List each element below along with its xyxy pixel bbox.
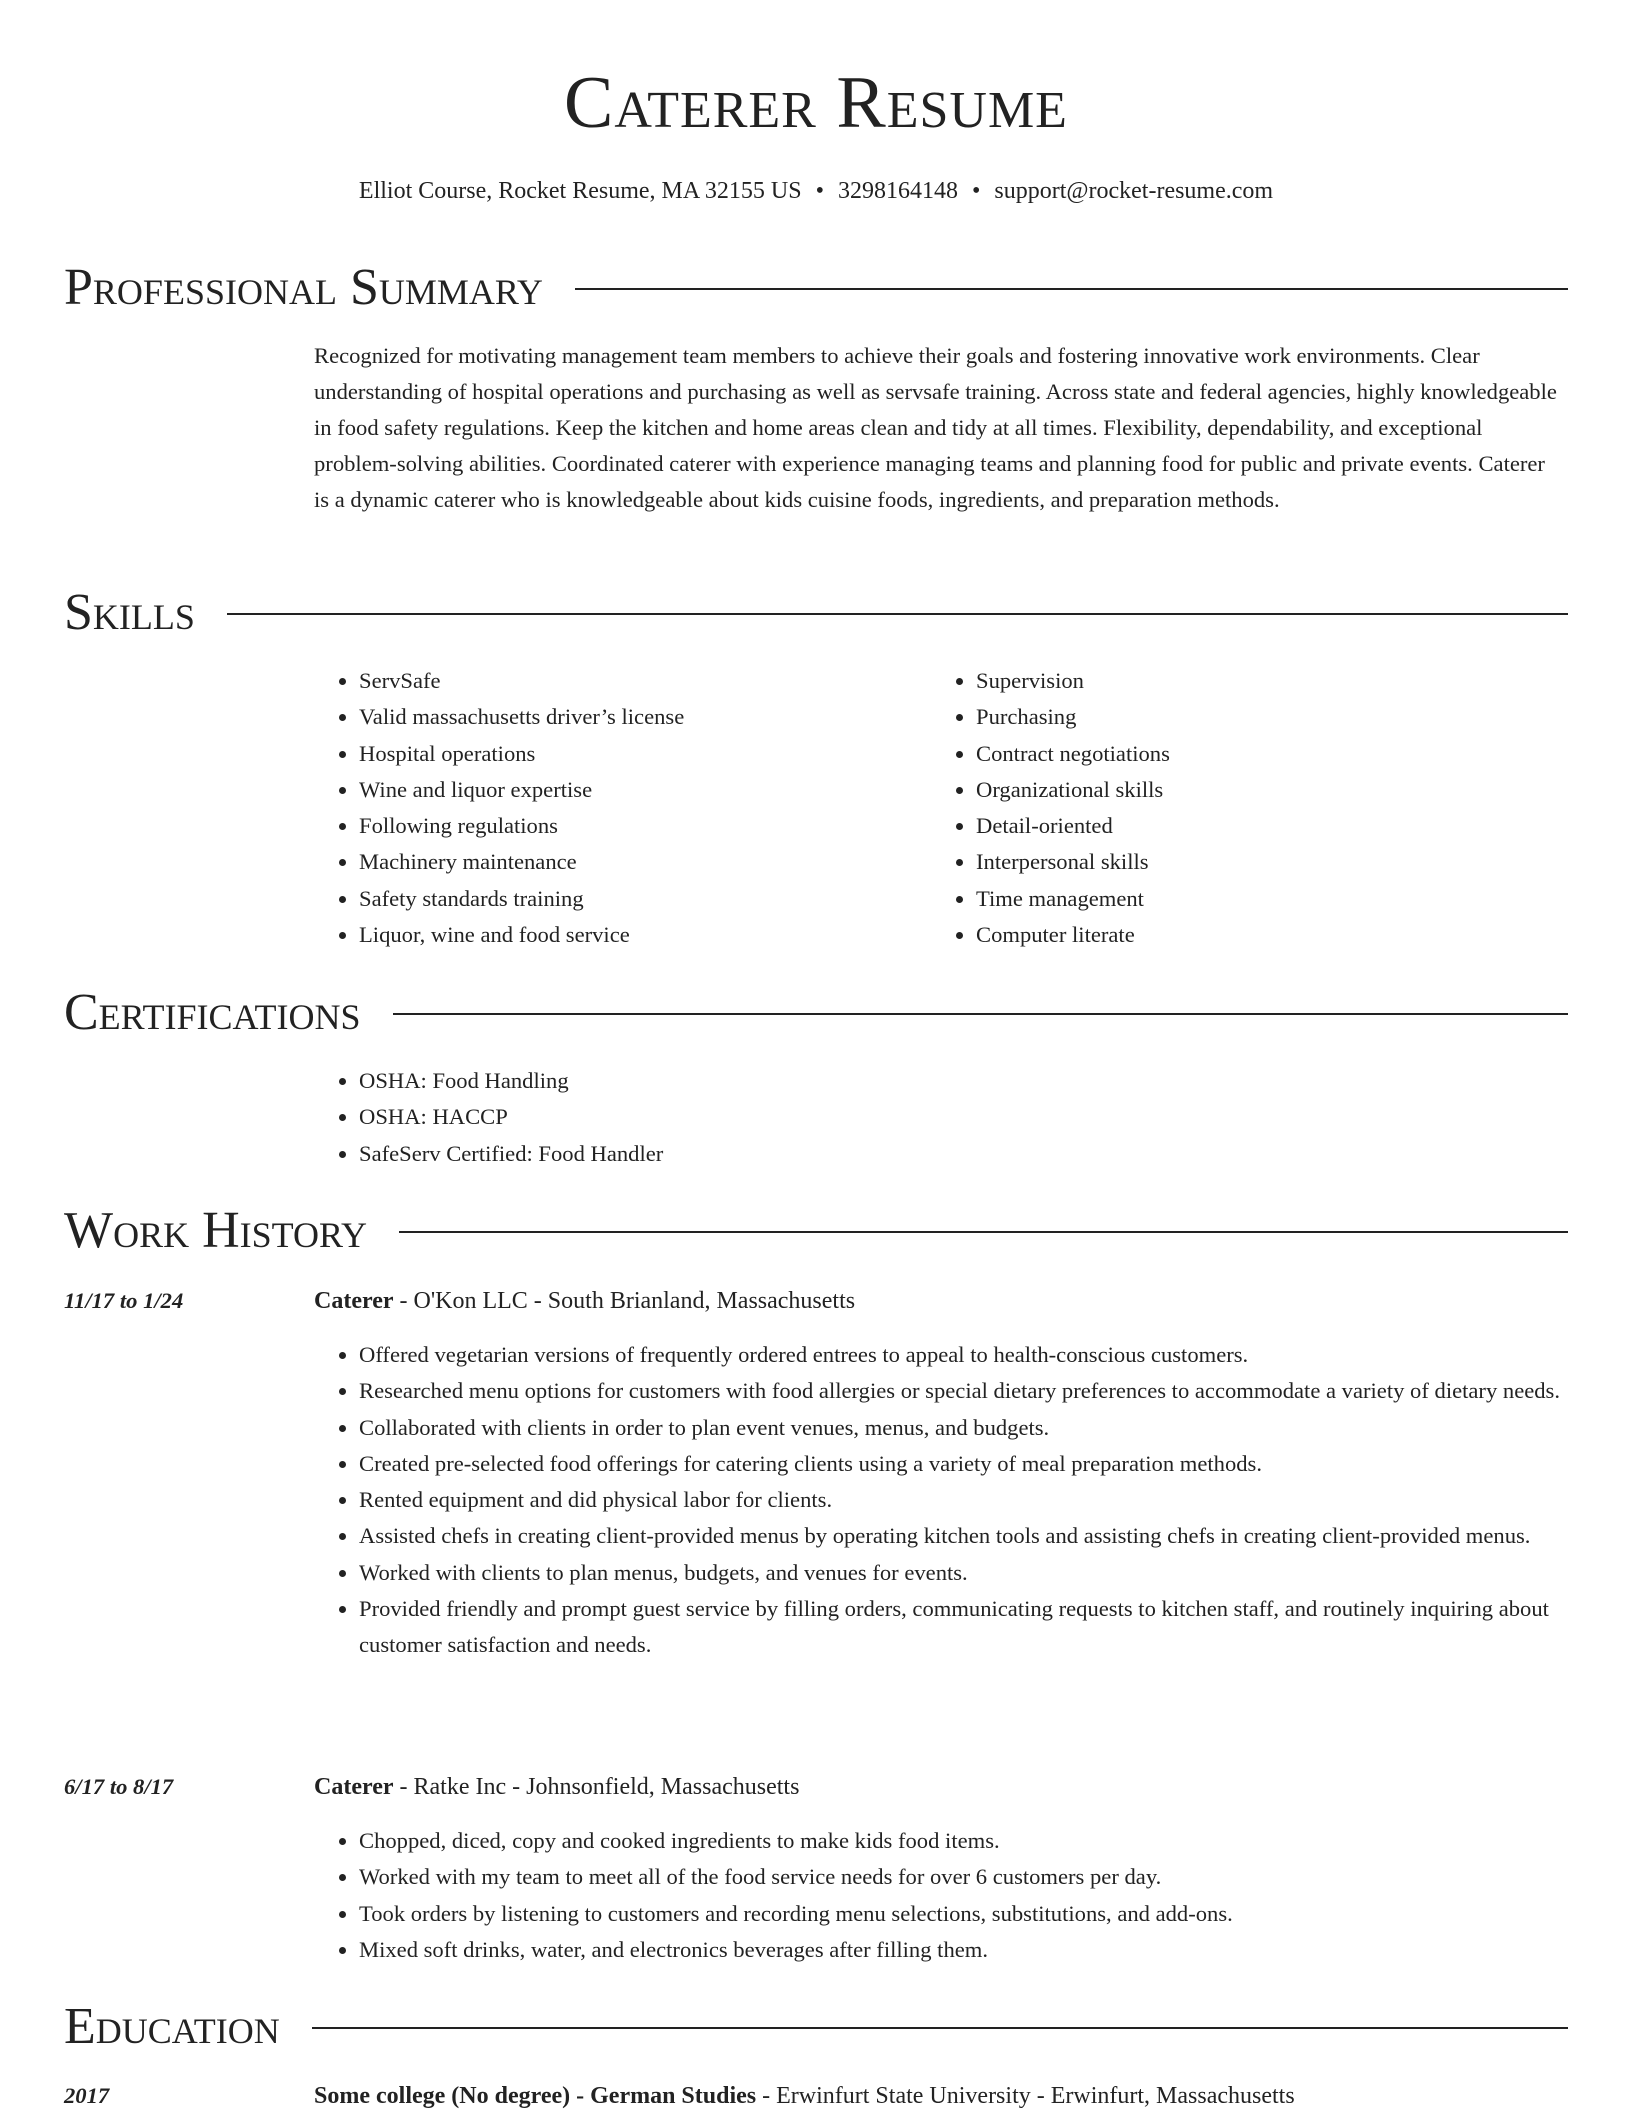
list-item: • Chopped, diced, copy and cooked ingredients to make kids food items. [359,1823,1609,1859]
list-item: • Organizational skills [976,772,1536,808]
certifications-list [314,1063,1559,1172]
section-divider [312,2027,1568,2029]
list-item: • Provided friendly and prompt guest service by filling orders, communicating requests to kitchen staff, and routinely inquiring about customer satisfaction and needs. [359,1591,1609,1664]
list-item: • Computer literate [976,917,1536,953]
list-item: • Offered vegetarian versions of frequently ordered entrees to appeal to health-conscious customers. [359,1337,1609,1373]
section-heading: Certifications [64,984,361,1041]
skills-list-left [314,663,919,953]
list-item: • Assisted chefs in creating client-provided menus by operating kitchen tools and assisting chefs in creating client-provided menus. [359,1518,1609,1554]
contact-phone: 3298164148 [837,178,958,204]
list-item: • Researched menu options for customers with food allergies or special dietary preferences to accommodate a variety of dietary needs. [359,1373,1609,1409]
job-bullets [314,1823,1609,1968]
list-item: • Purchasing [976,699,1536,735]
contact-email: support@rocket-resume.com [994,178,1274,204]
section-heading: Work History [64,1202,368,1259]
list-item: • Rented equipment and did physical labor for clients. [359,1482,1609,1518]
section-heading: Professional Summary [64,259,543,316]
job-dates: 6/17 to 8/17 [64,1774,174,1799]
list-item: • Created pre-selected food offerings for catering clients using a variety of meal preparation methods. [359,1446,1609,1482]
education-line [314,2078,1295,2114]
list-item: • Hospital operations [359,736,919,772]
list-item: • Collaborated with clients in order to plan event venues, menus, and budgets. [359,1410,1609,1446]
list-item: • Took orders by listening to customers and recording menu selections, substitutions, and add-ons. [359,1896,1609,1932]
contact-separator: • [815,178,824,204]
contact-separator: • [971,178,981,204]
job-title-line [314,1769,799,1805]
education-school: - Erwinfurt State University - Erwinfurt, Massachusetts [756,2083,1295,2109]
list-item: • SafeServ Certified: Food Handler [359,1136,1559,1172]
section-header-work-history [64,1199,1568,1263]
list-item: • OSHA: HACCP [359,1099,1559,1135]
list-item: • Wine and liquor expertise [359,772,919,808]
list-item: • Mixed soft drinks, water, and electronics beverages after filling them. [359,1932,1609,1968]
list-item: • Machinery maintenance [359,844,919,880]
education-year: 2017 [64,2083,110,2108]
job-dates: 11/17 to 1/24 [64,1288,184,1313]
job-bullets [314,1337,1609,1664]
list-item: • Valid massachusetts driver’s license [359,699,919,735]
job-employer: - O'Kon LLC - South Brianland, Massachusetts [393,1288,856,1314]
section-divider [399,1231,1568,1233]
list-item: • Time management [976,881,1536,917]
section-header-summary [64,256,1568,320]
list-item: • Contract negotiations [976,736,1536,772]
job-title: Caterer [314,1288,394,1314]
job-employer: - Ratke Inc - Johnsonfield, Massachusetts [393,1774,800,1800]
skills-list-right [931,663,1536,953]
list-item: • Safety standards training [359,881,919,917]
section-divider [393,1013,1568,1015]
page-title: Caterer Resume [564,62,1068,144]
section-header-certifications [64,981,1568,1045]
section-heading: Skills [64,584,195,641]
education-degree: Some college (No degree) - German Studies [314,2083,757,2109]
section-divider [575,288,1568,290]
list-item: • Following regulations [359,808,919,844]
list-item: • Worked with clients to plan menus, budgets, and venues for events. [359,1555,1609,1591]
section-divider [227,613,1568,615]
contact-line [0,174,1632,208]
list-item: • Worked with my team to meet all of the food service needs for over 6 customers per day. [359,1859,1609,1895]
section-header-education [64,1995,1568,2059]
list-item: • Supervision [976,663,1536,699]
job-title: Caterer [314,1774,394,1800]
list-item: • OSHA: Food Handling [359,1063,1559,1099]
section-header-skills [64,581,1568,645]
contact-address: Elliot Course, Rocket Resume, MA 32155 US [358,178,802,204]
list-item: • ServSafe [359,663,919,699]
summary-text: Recognized for motivating management team members to achieve their goals and fostering innovative work environments. Clear understanding of hospital operations and purchasing as well as servsafe training. Across state and federal agencies, highly knowledgeable in food safety regulations. Keep the kitchen and home areas clean and tidy at all times. Flexibility, dependability, and exceptional problem-solving abilities. Coordinated caterer with experience managing teams and planning food for public and private events. Caterer is a dynamic caterer who is knowledgeable about kids cuisine foods, ingredients, and preparation methods. [314,343,1557,512]
list-item: • Liquor, wine and food service [359,917,919,953]
job-title-line [314,1283,855,1319]
section-heading: Education [64,1998,280,2055]
list-item: • Detail-oriented [976,808,1536,844]
list-item: • Interpersonal skills [976,844,1536,880]
